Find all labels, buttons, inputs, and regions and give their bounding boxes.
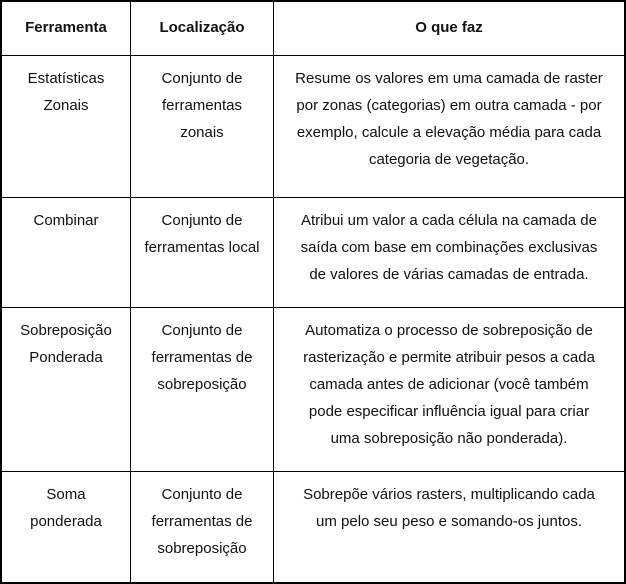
tool-location-cell [131,472,274,582]
tool-name-cell [2,308,131,471]
cell-text-line: Sobreposição [20,322,112,339]
cell-text-line: exemplo, calcule a elevação média para cada [296,124,602,141]
cell-text-line: ferramentas de [151,513,253,530]
cell-text-line: Automatiza o processo de sobreposição de [305,322,593,339]
table-row-sobreposicao-ponderada [2,308,624,472]
header-text: Ferramenta [25,19,107,36]
tool-description-cell [274,198,624,307]
cell-text-line: ferramentas local [144,239,260,256]
tool-description-cell [274,308,624,471]
header-text: Localização [159,19,245,36]
tool-name-cell [2,198,131,307]
tool-location-cell [131,198,274,307]
tool-location-cell [131,56,274,197]
cell-text-line: zonais [180,124,224,141]
tool-name-cell [2,472,131,582]
cell-text-line: um pelo seu peso e somando-os juntos. [316,513,582,530]
cell-text-line: por zonas (categorias) em outra camada - por [296,97,602,114]
cell-text-line: Combinar [33,212,99,229]
column-header-ferramenta [2,2,131,55]
cell-text-line: saída com base em combinações exclusivas [300,239,598,256]
cell-text-line: de valores de várias camadas de entrada. [309,266,589,283]
cell-text-line: pode especificar influência igual para criar [308,403,590,420]
cell-text-line: Atribui um valor a cada célula na camada de [300,212,597,229]
cell-text-line: ponderada [30,513,102,530]
table-header-row [2,2,624,56]
column-header-o-que-faz [274,2,624,55]
tool-location-cell [131,308,274,471]
table-row-estatisticas-zonais [2,56,624,198]
tool-name-cell [2,56,131,197]
table-row-combinar [2,198,624,308]
cell-text-line: camada antes de adicionar (você também [309,376,589,393]
cell-text-line: Soma [46,486,86,503]
cell-text-line: Conjunto de [161,70,243,87]
cell-text-line: categoria de vegetação. [368,151,530,168]
cell-text-line: sobreposição [157,376,247,393]
cell-text-line: rasterização e permite atribuir pesos a cada [303,349,595,366]
tool-description-cell [274,56,624,197]
cell-text-line: sobreposição [157,540,247,557]
cell-text-line: uma sobreposição não ponderada). [330,430,568,447]
tool-description-cell [274,472,624,582]
column-header-localizacao [131,2,274,55]
cell-text-line: Sobrepõe vários rasters, multiplicando cada [303,486,595,503]
cell-text-line: Zonais [43,97,89,114]
cell-text-line: ferramentas [161,97,243,114]
cell-text-line: Conjunto de [161,486,243,503]
cell-text-line: ferramentas de [151,349,253,366]
cell-text-line: Conjunto de [161,212,243,229]
table-row-soma-ponderada [2,472,624,582]
header-text: O que faz [415,19,483,36]
cell-text-line: Resume os valores em uma camada de raster [295,70,603,87]
cell-text-line: Estatísticas [27,70,105,87]
cell-text-line: Conjunto de [161,322,243,339]
cell-text-line: Ponderada [29,349,103,366]
